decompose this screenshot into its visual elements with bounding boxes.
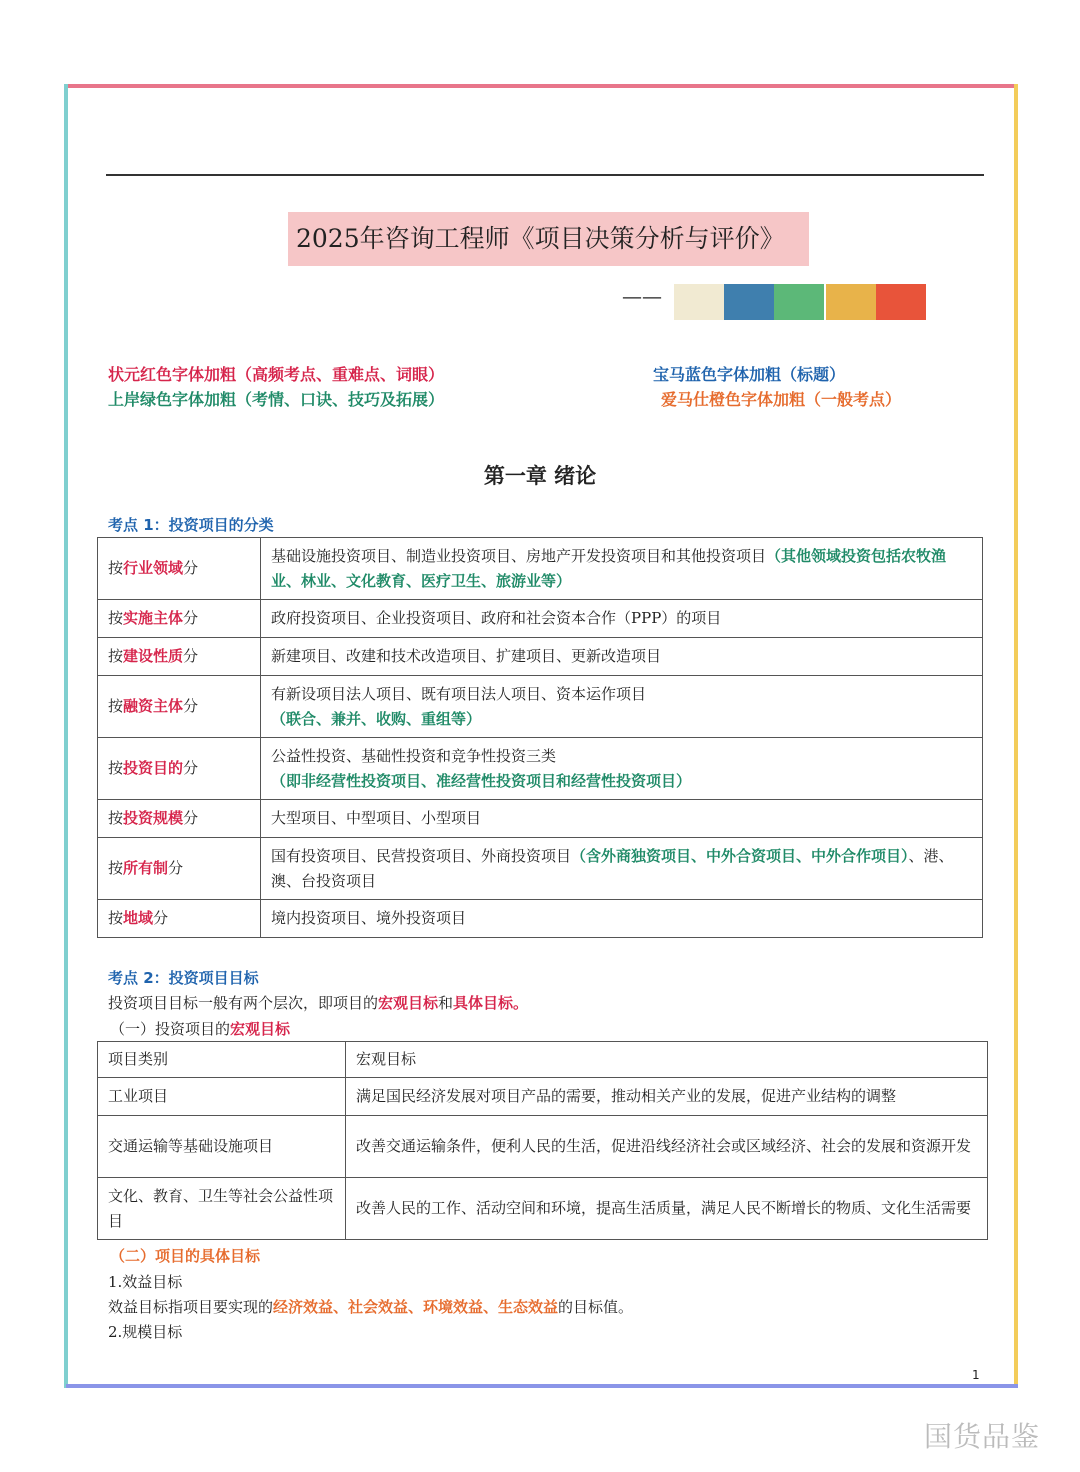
label-pre: 按 bbox=[108, 609, 124, 627]
table-row bbox=[98, 800, 983, 838]
label-post: 分 bbox=[183, 559, 199, 577]
row-note: （联合、兼并、收购、重组等） bbox=[271, 709, 482, 728]
row-label bbox=[98, 738, 261, 800]
header-rule bbox=[106, 174, 984, 176]
row-label bbox=[98, 638, 261, 676]
label-key: 所有制 bbox=[123, 859, 169, 877]
intro-and: 和 bbox=[438, 994, 454, 1012]
sub1-heading bbox=[110, 1018, 290, 1039]
page-border-bottom bbox=[66, 1384, 1018, 1388]
table-row bbox=[98, 676, 983, 738]
table-row bbox=[98, 838, 983, 900]
label-pre: 按 bbox=[108, 697, 124, 715]
row-label bbox=[98, 676, 261, 738]
table-row bbox=[98, 900, 983, 938]
benefit-end: 的目标值。 bbox=[558, 1298, 634, 1316]
row-content bbox=[261, 800, 983, 838]
cell-goal: 满足国民经济发展对项目产品的需要，推动相关产业的发展，促进产业结构的调整 bbox=[346, 1078, 988, 1116]
row-content bbox=[261, 600, 983, 638]
sub1-key: 宏观目标 bbox=[230, 1020, 291, 1038]
row-text: 国有投资项目、民营投资项目、外商投资项目 bbox=[271, 846, 572, 865]
classification-table bbox=[97, 537, 983, 938]
table-row bbox=[98, 1178, 988, 1240]
sub2-heading: （二）项目的具体目标 bbox=[110, 1247, 261, 1265]
cell-goal: 改善交通运输条件，便利人民的生活，促进沿线经济社会或区域经济、社会的发展和资源开发 bbox=[346, 1116, 988, 1178]
label-key: 地域 bbox=[123, 909, 154, 927]
swatch-green bbox=[774, 284, 824, 320]
label-pre: 按 bbox=[108, 559, 124, 577]
row-label bbox=[98, 900, 261, 938]
page-border-right bbox=[1014, 84, 1018, 1388]
intro-text: 投资项目目标一般有两个层次，即项目的 bbox=[108, 994, 379, 1012]
benefit-line bbox=[108, 1296, 633, 1317]
row-note: （含外商独资项目、中外合资项目、中外合作项目） bbox=[571, 846, 909, 865]
cell-goal: 改善人民的工作、活动空间和环境，提高生活质量，满足人民不断增长的物质、文化生活需要 bbox=[346, 1178, 988, 1240]
row-note: （其他领域投资包括农牧渔业、林业、文化教育、医疗卫生、旅游业等） bbox=[271, 546, 947, 590]
row-text: 有新设项目法人项目、既有项目法人项目、资本运作项目 bbox=[271, 684, 647, 703]
row-text: 政府投资项目、企业投资项目、政府和社会资本合作（PPP）的项目 bbox=[271, 609, 722, 627]
row-content bbox=[261, 738, 983, 800]
intro-specific: 具体目标。 bbox=[453, 994, 529, 1012]
row-note: （即非经营性投资项目、准经营性投资项目和经营性投资项目） bbox=[271, 771, 692, 790]
table-row bbox=[98, 638, 983, 676]
cell-category: 交通运输等基础设施项目 bbox=[98, 1116, 346, 1178]
label-pre: 按 bbox=[108, 759, 124, 777]
header-cell: 项目类别 bbox=[98, 1042, 346, 1078]
document-title: 2025年咨询工程师《项目决策分析与评价》 bbox=[288, 212, 809, 266]
row-text: 公益性投资、基础性投资和竞争性投资三类 bbox=[271, 746, 557, 765]
swatch-yellow bbox=[826, 284, 876, 320]
legend-red: 状元红色字体加粗（高频考点、重难点、词眼） bbox=[108, 365, 445, 384]
label-pre: 按 bbox=[108, 647, 124, 665]
item1: 1.效益目标 bbox=[108, 1273, 183, 1291]
row-tail: 、港、澳、台投资项目 bbox=[271, 846, 954, 890]
label-key: 投资目的 bbox=[123, 759, 184, 777]
label-key: 行业领域 bbox=[123, 559, 184, 577]
label-key: 建设性质 bbox=[123, 647, 184, 665]
label-post: 分 bbox=[183, 759, 199, 777]
label-post: 分 bbox=[168, 859, 184, 877]
row-label bbox=[98, 838, 261, 900]
label-key: 融资主体 bbox=[123, 697, 184, 715]
benefit-text: 效益目标指项目要实现的 bbox=[108, 1298, 274, 1316]
legend-orange: 爱马仕橙色字体加粗（一般考点） bbox=[661, 390, 902, 409]
label-key: 投资规模 bbox=[123, 809, 184, 827]
legend-blue: 宝马蓝色字体加粗（标题） bbox=[653, 365, 846, 384]
label-pre: 按 bbox=[108, 909, 124, 927]
page-number: 1 bbox=[972, 1368, 980, 1382]
row-content bbox=[261, 838, 983, 900]
row-text: 新建项目、改建和技术改造项目、扩建项目、更新改造项目 bbox=[271, 647, 662, 665]
row-label bbox=[98, 600, 261, 638]
swatch-red bbox=[876, 284, 926, 320]
row-text: 大型项目、中型项目、小型项目 bbox=[271, 809, 482, 827]
kp2-intro bbox=[108, 992, 528, 1013]
kp1-title: 考点 1：投资项目的分类 bbox=[108, 516, 274, 534]
page-border-left bbox=[64, 84, 68, 1388]
row-label bbox=[98, 800, 261, 838]
swatch-cream bbox=[674, 284, 724, 320]
label-post: 分 bbox=[183, 697, 199, 715]
label-post: 分 bbox=[183, 809, 199, 827]
cell-category: 工业项目 bbox=[98, 1078, 346, 1116]
label-post: 分 bbox=[183, 609, 199, 627]
table-row bbox=[98, 538, 983, 600]
label-pre: 按 bbox=[108, 859, 124, 877]
sub1-text: （一）投资项目的 bbox=[110, 1020, 231, 1038]
label-post: 分 bbox=[153, 909, 169, 927]
table-row bbox=[98, 600, 983, 638]
row-text: 基础设施投资项目、制造业投资项目、房地产开发投资项目和其他投资项目 bbox=[271, 546, 767, 565]
swatch-blue bbox=[724, 284, 774, 320]
table-row bbox=[98, 1078, 988, 1116]
swatch-dash: —— bbox=[622, 284, 662, 308]
row-label bbox=[98, 538, 261, 600]
label-post: 分 bbox=[183, 647, 199, 665]
row-text: 境内投资项目、境外投资项目 bbox=[271, 909, 467, 927]
page-border-top bbox=[66, 84, 1018, 88]
label-key: 实施主体 bbox=[123, 609, 184, 627]
header-cell: 宏观目标 bbox=[346, 1042, 988, 1078]
row-content bbox=[261, 638, 983, 676]
label-pre: 按 bbox=[108, 809, 124, 827]
table-row bbox=[98, 738, 983, 800]
cell-category: 文化、教育、卫生等社会公益性项目 bbox=[98, 1178, 346, 1240]
chapter-title: 第一章 绪论 bbox=[483, 464, 597, 488]
macro-goal-table bbox=[97, 1041, 988, 1240]
table-row bbox=[98, 1116, 988, 1178]
row-content bbox=[261, 538, 983, 600]
row-content bbox=[261, 676, 983, 738]
kp2-title: 考点 2：投资项目目标 bbox=[108, 969, 259, 987]
watermark: 国货品鉴 bbox=[924, 1420, 1041, 1453]
benefit-key: 经济效益、社会效益、环境效益、生态效益 bbox=[273, 1298, 559, 1316]
item2: 2.规模目标 bbox=[108, 1323, 183, 1341]
legend-green: 上岸绿色字体加粗（考情、口诀、技巧及拓展） bbox=[108, 390, 445, 409]
row-content bbox=[261, 900, 983, 938]
table-header-row bbox=[98, 1042, 988, 1078]
intro-macro: 宏观目标 bbox=[378, 994, 439, 1012]
